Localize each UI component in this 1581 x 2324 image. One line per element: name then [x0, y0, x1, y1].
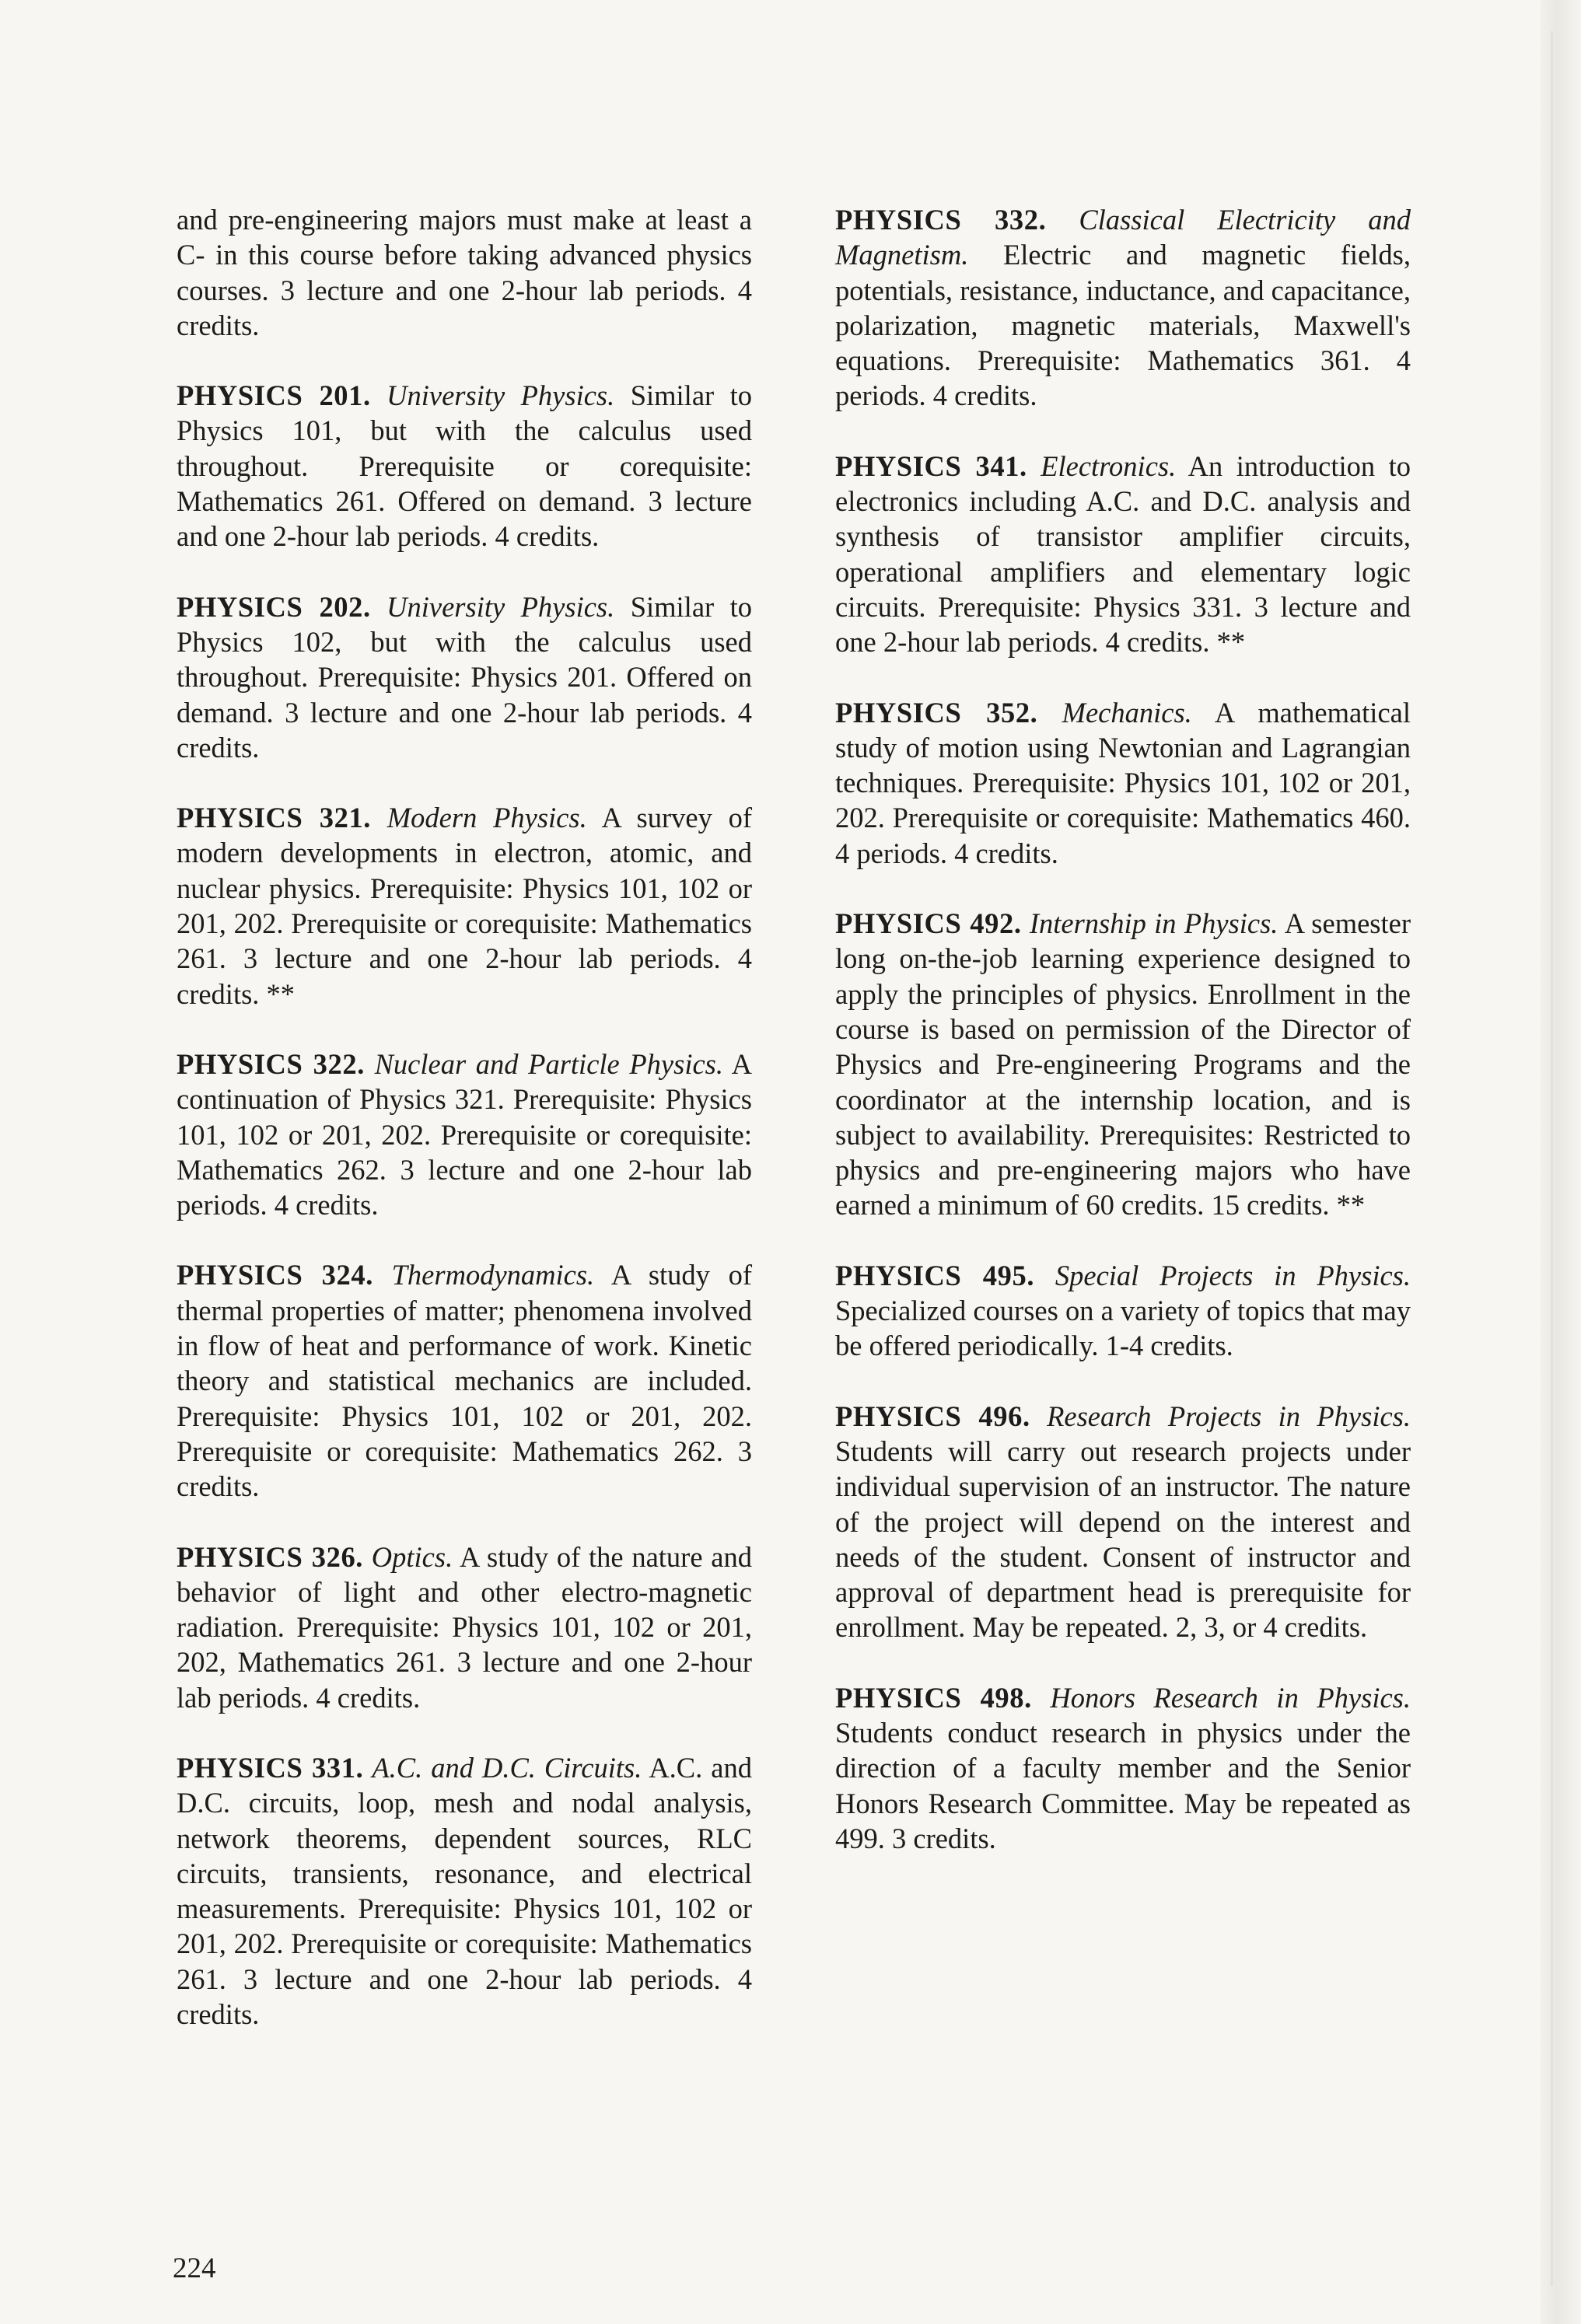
course-entry-physics-495	[835, 1258, 1411, 1364]
course-code: PHYSICS 352.	[835, 696, 1038, 729]
course-entry-physics-324	[177, 1257, 752, 1504]
course-entry-physics-321	[177, 800, 752, 1012]
course-code: PHYSICS 321.	[177, 802, 372, 834]
course-description: Similar to Physics 102, but with the calculus used throughout. Prerequisite: Physics 201. Offered on demand. 3 lecture and one 2-hour lab periods. 4 credits.	[177, 590, 752, 764]
course-description: Electric and magnetic fields, potentials, resistance, inductance, and capacitance, polarization, magnetic materials, Maxwell's equations. Prerequisite: Mathematics 361. 4 periods. 4 credits.	[835, 239, 1411, 412]
course-title: University Physics.	[387, 379, 615, 412]
course-entry-physics-498	[835, 1680, 1411, 1856]
left-column	[177, 202, 752, 2067]
course-title: Nuclear and Particle Physics.	[374, 1047, 723, 1080]
course-code: PHYSICS 495.	[835, 1259, 1035, 1291]
course-title: Classical Electricity and Magnetism.	[835, 204, 1411, 271]
course-entry-physics-201	[177, 378, 752, 554]
course-code: PHYSICS 201.	[177, 379, 371, 412]
course-title: Internship in Physics.	[1029, 907, 1278, 940]
course-code: PHYSICS 202.	[177, 590, 371, 623]
course-title: A.C. and D.C. Circuits.	[372, 1751, 642, 1784]
course-title: Optics.	[371, 1540, 453, 1573]
course-entry-physics-331	[177, 1750, 752, 2032]
course-description: Similar to Physics 101, but with the calculus used throughout. Prerequisite or corequisite: Mathematics 261. Offered on demand. 3 lecture and one 2-hour lab periods. 4 credits.	[177, 379, 752, 553]
page-number: 224	[173, 2252, 216, 2284]
course-code: PHYSICS 492.	[835, 907, 1022, 940]
course-code: PHYSICS 341.	[835, 449, 1027, 482]
course-description: A mathematical study of motion using Newtonian and Lagrangian techniques. Prerequisite: Physics 101, 102 or 201, 202. Prerequisite or corequisite: Mathematics 460. 4 periods. 4 credits.	[835, 696, 1411, 869]
course-entry-physics-496	[835, 1399, 1411, 1645]
course-title: Special Projects in Physics.	[1055, 1259, 1411, 1291]
right-column	[835, 202, 1411, 1891]
course-title: Honors Research in Physics.	[1050, 1681, 1411, 1714]
course-code: PHYSICS 324.	[177, 1259, 373, 1291]
course-description: Specialized courses on a variety of topics that may be offered periodically. 1-4 credits.	[835, 1295, 1411, 1362]
page-edge-shadow	[1541, 0, 1581, 2324]
course-description: Students will carry out research projects under individual supervision of an instructor. The nature of the project will depend on the interest and needs of the student. Consent of instructor and approval of department head is prerequisite for enrollment. May be repeated. 2, 3, or 4 credits.	[835, 1435, 1411, 1644]
course-code: PHYSICS 322.	[177, 1047, 365, 1080]
course-title: Research Projects in Physics.	[1047, 1400, 1411, 1432]
continued-course-text: and pre-engineering majors must make at least a C- in this course before taking advanced physics courses. 3 lecture and one 2-hour lab periods. 4 credits.	[177, 204, 752, 341]
course-entry-physics-352	[835, 695, 1411, 871]
course-description: A semester long on-the-job learning experience designed to apply the principles of physics. Enrollment in the course is based on permission of the Director of Physics and Pre-engineering Programs and the coordinator at the internship location, and is subject to availability. Prerequisites: Restricted to physics and pre-engineering majors who have earned a minimum of 60 credits. 15 credits. **	[835, 907, 1411, 1221]
course-title: Electronics.	[1041, 449, 1177, 482]
course-entry-physics-341	[835, 449, 1411, 660]
course-code: PHYSICS 498.	[835, 1681, 1032, 1714]
course-title: University Physics.	[387, 590, 615, 623]
course-description: Students conduct research in physics under the direction of a faculty member and the Senior Honors Research Committee. May be repeated as 499. 3 credits.	[835, 1716, 1411, 1854]
course-code: PHYSICS 332.	[835, 204, 1047, 236]
course-description: A study of the nature and behavior of light and other electro-magnetic radiation. Prerequisite: Physics 101, 102 or 201, 202, Mathematics 261. 3 lecture and one 2-hour lab periods. 4 credits.	[177, 1540, 752, 1714]
course-entry-physics-492	[835, 906, 1411, 1223]
course-title: Modern Physics.	[387, 802, 587, 834]
course-description: A study of thermal properties of matter; phenomena involved in flow of heat and performance of work. Kinetic theory and statistical mechanics are included. Prerequisite: Physics 101, 102 or 201, 202. Prerequisite or corequisite: Mathematics 262. 3 credits.	[177, 1259, 752, 1503]
course-entry-physics-332	[835, 202, 1411, 414]
course-entry-physics-326	[177, 1539, 752, 1715]
course-code: PHYSICS 326.	[177, 1540, 364, 1573]
course-description: A survey of modern developments in electron, atomic, and nuclear physics. Prerequisite: Physics 101, 102 or 201, 202. Prerequisite or corequisite: Mathematics 261. 3 lecture and one 2-hour lab periods. 4 credits. **	[177, 802, 752, 1010]
course-code: PHYSICS 496.	[835, 1400, 1030, 1432]
course-entry-physics-202	[177, 589, 752, 765]
course-code: PHYSICS 331.	[177, 1751, 364, 1784]
course-title: Mechanics.	[1062, 696, 1192, 729]
course-entry-physics-322	[177, 1047, 752, 1222]
page-edge-line	[1551, 31, 1553, 2286]
course-description: A.C. and D.C. circuits, loop, mesh and nodal analysis, network theorems, dependent sources, RLC circuits, transients, resonance, and electrical measurements. Prerequisite: Physics 101, 102 or 201, 202. Prerequisite or corequisite: Mathematics 261. 3 lecture and one 2-hour lab periods. 4 credits.	[177, 1751, 752, 2031]
course-title: Thermodynamics.	[391, 1259, 595, 1291]
course-description: A continuation of Physics 321. Prerequisite: Physics 101, 102 or 201, 202. Prerequisite or corequisite: Mathematics 262. 3 lecture and one 2-hour lab periods. 4 credits.	[177, 1047, 752, 1221]
course-description: An introduction to electronics including A.C. and D.C. analysis and synthesis of transistor amplifier circuits, operational amplifiers and elementary logic circuits. Prerequisite: Physics 331. 3 lecture and one 2-hour lab periods. 4 credits. **	[835, 449, 1411, 659]
